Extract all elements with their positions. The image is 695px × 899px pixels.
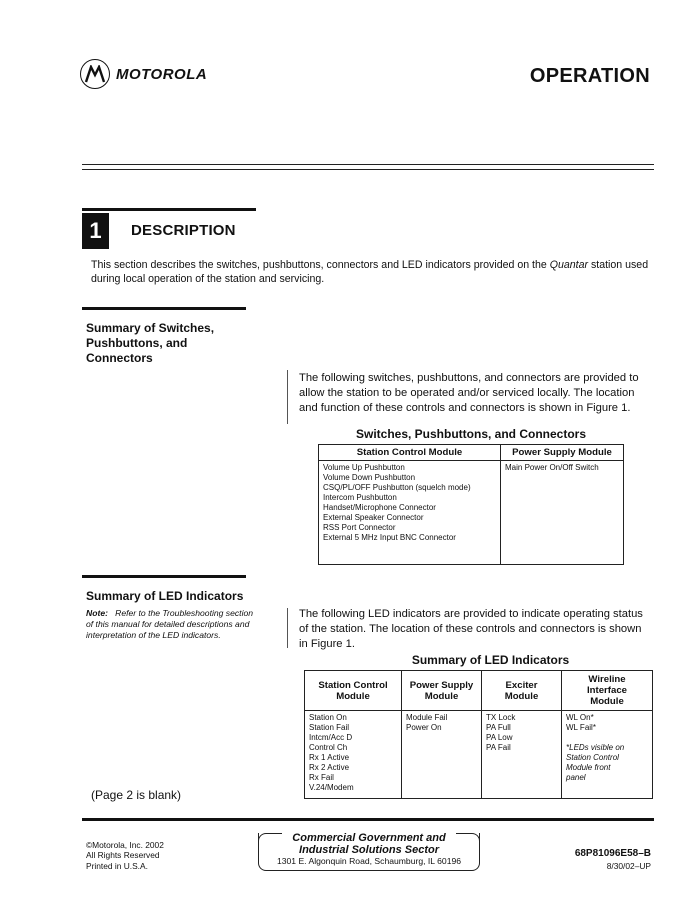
led-footnote: Station Control <box>566 753 619 762</box>
page-title: OPERATION <box>529 65 650 87</box>
list-item: Intercom Pushbutton <box>323 493 397 502</box>
leds-note: Note: Refer to the Troubleshooting section of this manual for detailed descriptions and interpretation of the LED indicators. <box>86 608 254 640</box>
leds-body: The following LED indicators are provided to indicate operating status of the station. The location of these controls and connectors is shown in Figure 1. <box>299 608 643 650</box>
list-item: CSQ/PL/OFF Pushbutton (squelch mode) <box>323 483 471 492</box>
switches-body: The following switches, pushbuttons, and connectors are provided to allow the station to be operated and/or serviced locally. The location and function of these controls and connectors is shown in Figure 1. <box>299 372 639 414</box>
table-cell <box>501 461 624 565</box>
leds-table <box>304 670 653 799</box>
subsection-bar <box>82 307 246 310</box>
footer-divider <box>82 818 654 821</box>
brand-name: MOTOROLA <box>116 65 208 83</box>
table-header: Power Supply Module <box>402 671 482 711</box>
table-cell <box>562 711 653 799</box>
switches-table-title: Switches, Pushbuttons, and Connectors <box>355 427 587 441</box>
list-item: Rx 2 Active <box>309 763 350 772</box>
motorola-logo <box>80 59 207 89</box>
table-header: Wireline Interface Module <box>562 671 653 711</box>
list-item: Control Ch <box>309 743 348 752</box>
list-item: Volume Down Pushbutton <box>323 473 416 482</box>
led-footnote: Module front <box>566 763 611 772</box>
list-item: Station Fail <box>309 723 350 732</box>
list-item: TX Lock <box>486 713 516 722</box>
table-header: Station Control Module <box>319 445 501 461</box>
margin-rule <box>287 370 288 424</box>
list-item: External Speaker Connector <box>323 513 424 522</box>
table-header: Power Supply Module <box>501 445 624 461</box>
list-item: Power On <box>406 723 442 732</box>
table-cell <box>305 711 402 799</box>
list-item: Rx Fail <box>309 773 334 782</box>
section-intro: This section describes the switches, pushbuttons, connectors and LED indicators provided on the Quantar station used during local operation of the station and servicing. <box>91 259 649 285</box>
motorola-batwing-icon <box>80 59 110 89</box>
list-item: PA Full <box>486 723 511 732</box>
blank-page-note: (Page 2 is blank) <box>91 788 182 802</box>
list-item: RSS Port Connector <box>323 523 396 532</box>
list-item: WL On* <box>566 713 594 722</box>
header-divider <box>82 164 654 170</box>
leds-heading: Summary of LED Indicators <box>86 589 244 603</box>
section-number: 1 <box>82 213 109 249</box>
table-cell <box>482 711 562 799</box>
list-item: Volume Up Pushbutton <box>323 463 405 472</box>
sector-name: Commercial Government and Industrial Solutions Sector <box>292 832 446 856</box>
list-item: Intcm/Acc D <box>309 733 353 742</box>
list-item: PA Low <box>486 733 513 742</box>
section-bar <box>82 208 256 211</box>
list-item: Rx 1 Active <box>309 753 350 762</box>
section-title: DESCRIPTION <box>131 222 236 239</box>
list-item: WL Fail* <box>566 723 596 732</box>
margin-rule <box>287 608 288 648</box>
table-header: Station Control Module <box>305 671 402 711</box>
table-cell <box>319 461 501 565</box>
list-item: Module Fail <box>406 713 448 722</box>
document-date: 8/30/02–UP <box>606 861 651 871</box>
led-footnote: *LEDs visible on <box>566 743 625 752</box>
subsection-bar <box>82 575 246 578</box>
list-item: V.24/Modem <box>309 783 354 792</box>
switches-heading: Summary of Switches, Pushbuttons, and Connectors <box>86 321 215 365</box>
switches-table <box>318 444 624 565</box>
table-cell <box>402 711 482 799</box>
document-number: 68P81096E58–B <box>574 848 651 859</box>
list-item: Main Power On/Off Switch <box>505 463 599 472</box>
list-item: Handset/Microphone Connector <box>323 503 436 512</box>
leds-table-title: Summary of LED Indicators <box>411 653 570 667</box>
copyright: ©Motorola, Inc. 2002 All Rights Reserved Printed in U.S.A. <box>86 840 164 871</box>
table-header: Exciter Module <box>482 671 562 711</box>
led-footnote: panel <box>566 773 586 782</box>
sector-address: 1301 E. Algonquin Road, Schaumburg, IL 60196 <box>276 856 462 866</box>
list-item: External 5 MHz Input BNC Connector <box>323 533 456 542</box>
list-item: PA Fail <box>486 743 511 752</box>
list-item: Station On <box>309 713 347 722</box>
